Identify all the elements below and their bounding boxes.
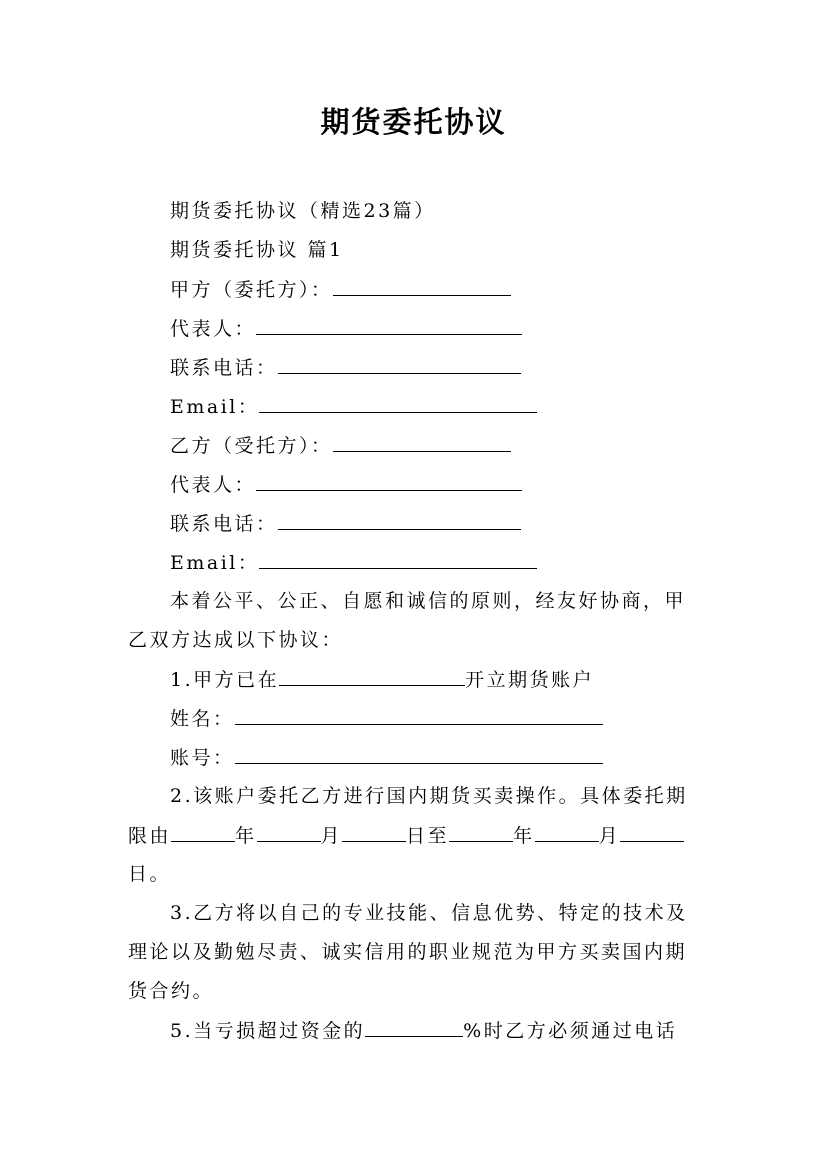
party-a-rep-label: 代表人： bbox=[170, 318, 257, 340]
clause-5-prefix: 5.当亏损超过资金的 bbox=[170, 1020, 366, 1042]
clause-2-end-month-blank bbox=[535, 823, 599, 842]
party-a-line bbox=[128, 277, 770, 302]
party-a-phone-blank bbox=[278, 355, 521, 374]
party-b-line bbox=[128, 433, 770, 458]
party-a-blank bbox=[333, 277, 511, 296]
clause-2-line-1: 2.该账户委托乙方进行国内期货买卖操作。具体委托期 bbox=[170, 785, 688, 807]
intro-line-1: 本着公平、公正、自愿和诚信的原则，经友好协商，甲 bbox=[170, 590, 687, 612]
clause-2-prefix: 限由 bbox=[128, 825, 172, 847]
clause-2-line-3: 日。 bbox=[128, 863, 172, 885]
document-subtitle: 期货委托协议（精选23篇） bbox=[170, 200, 436, 222]
clause-5-blank bbox=[365, 1018, 463, 1037]
clause-1-account-label: 账号： bbox=[170, 747, 235, 769]
party-b-email-label: Email： bbox=[170, 552, 260, 574]
party-b-blank bbox=[333, 433, 511, 452]
clause-2-end-day-blank bbox=[620, 823, 684, 842]
clause-2-end-year-blank bbox=[449, 823, 513, 842]
clause-1-blank bbox=[279, 667, 465, 686]
party-b-phone-blank bbox=[278, 511, 521, 530]
party-b-phone-label: 联系电话： bbox=[170, 513, 278, 535]
clause-1-name-blank bbox=[235, 706, 603, 725]
clause-2-line-2 bbox=[128, 823, 728, 848]
party-a-phone-label: 联系电话： bbox=[170, 357, 278, 379]
clause-1-prefix: 1.甲方已在 bbox=[170, 669, 280, 691]
clause-1-account-line bbox=[128, 745, 770, 770]
intro-line-2: 乙双方达成以下协议： bbox=[128, 629, 344, 651]
section-title: 期货委托协议 篇1 bbox=[170, 239, 344, 261]
clause-3-line-1: 3.乙方将以自己的专业技能、信息优势、特定的技术及 bbox=[170, 902, 688, 924]
document-title: 期货委托协议 bbox=[320, 105, 507, 139]
party-b-label: 乙方（受托方）： bbox=[170, 435, 333, 457]
party-a-email-blank bbox=[259, 394, 537, 413]
clause-1-name-label: 姓名： bbox=[170, 708, 235, 730]
party-b-rep-label: 代表人： bbox=[170, 474, 257, 496]
clause-1-line bbox=[128, 667, 770, 692]
party-a-email-line bbox=[128, 394, 770, 419]
clause-2-year-2: 年 bbox=[513, 825, 535, 847]
party-a-rep-line bbox=[128, 316, 770, 341]
clause-2-day-to: 日至 bbox=[406, 825, 450, 847]
clause-2-year-1: 年 bbox=[235, 825, 257, 847]
clause-3-line-3: 货合约。 bbox=[128, 980, 215, 1002]
party-a-rep-blank bbox=[256, 316, 522, 335]
clause-5-line bbox=[128, 1018, 770, 1043]
party-b-email-blank bbox=[259, 550, 537, 569]
clause-2-month-1: 月 bbox=[320, 825, 343, 847]
party-a-email-label: Email： bbox=[170, 396, 260, 418]
clause-1-name-line bbox=[128, 706, 770, 731]
clause-1-suffix: 开立期货账户 bbox=[465, 669, 595, 691]
clause-3-line-2: 理论以及勤勉尽责、诚实信用的职业规范为甲方买卖国内期 bbox=[128, 941, 688, 963]
party-b-rep-blank bbox=[256, 472, 522, 491]
party-a-phone-line bbox=[128, 355, 770, 380]
clause-2-month-2: 月 bbox=[598, 825, 621, 847]
clause-2-start-month-blank bbox=[257, 823, 321, 842]
party-a-label: 甲方（委托方）： bbox=[170, 279, 333, 301]
clause-2-start-day-blank bbox=[342, 823, 406, 842]
party-b-rep-line bbox=[128, 472, 770, 497]
party-b-phone-line bbox=[128, 511, 770, 536]
party-b-email-line bbox=[128, 550, 770, 575]
clause-2-start-year-blank bbox=[171, 823, 235, 842]
clause-1-account-blank bbox=[235, 745, 603, 764]
clause-5-suffix: %时乙方必须通过电话 bbox=[463, 1020, 678, 1042]
